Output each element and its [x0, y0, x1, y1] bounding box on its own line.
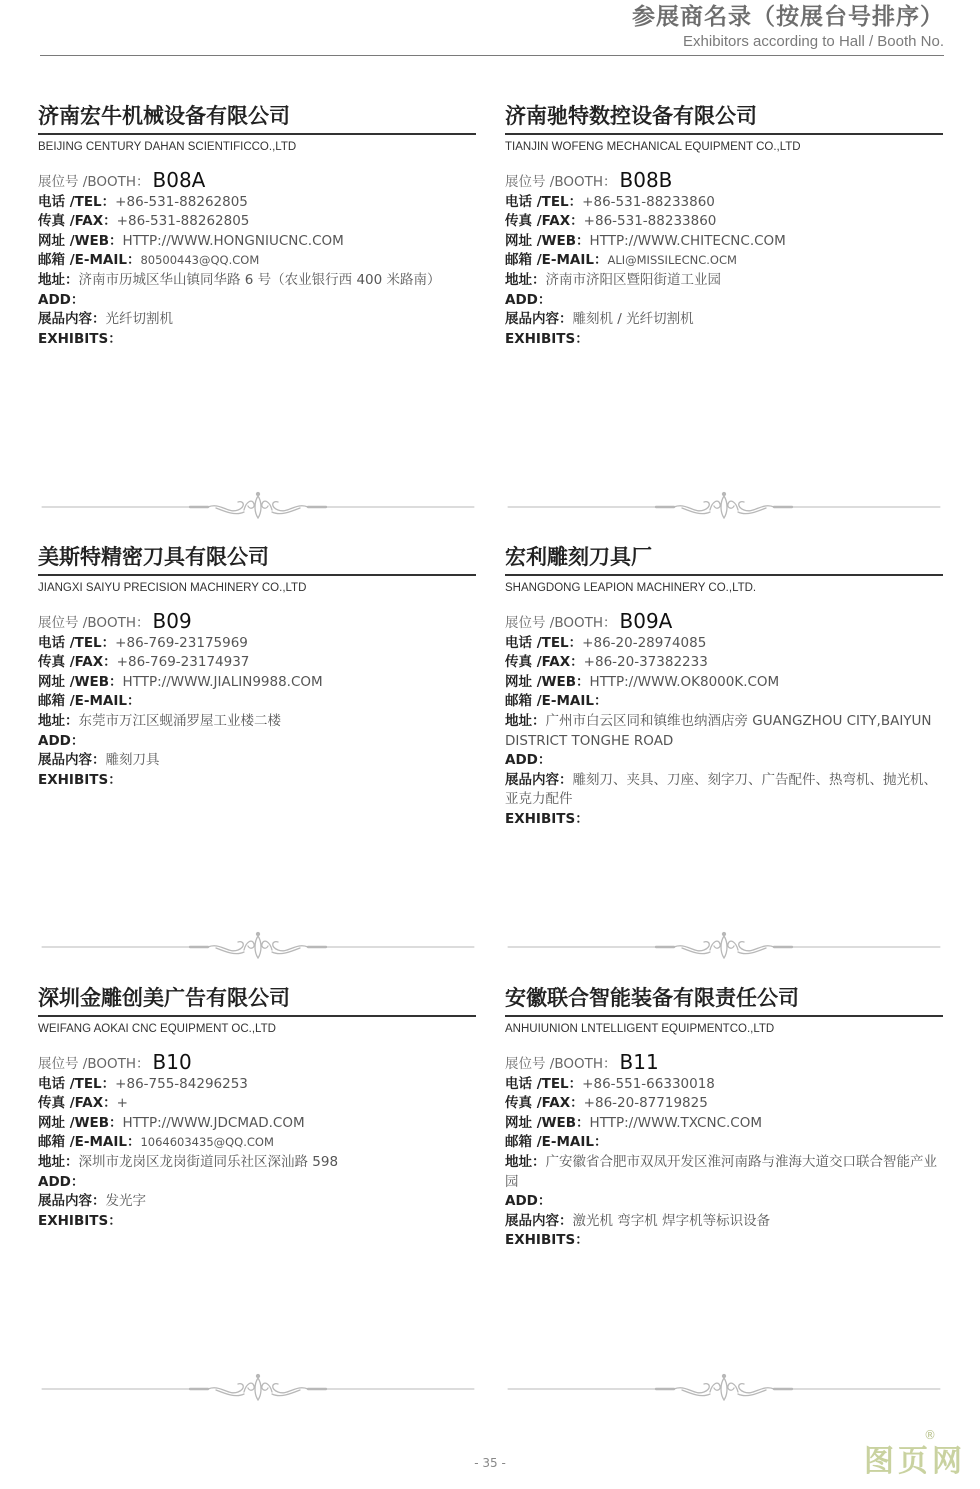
add-label: ADD： [505, 752, 552, 769]
booth-row [38, 1050, 476, 1075]
booth-value: B09A [619, 609, 673, 633]
web-value: HTTP://WWW.OK8000K.COM [589, 673, 780, 690]
exhibits-label: 展品内容： [38, 752, 106, 769]
fax-value: +86-531-88262805 [116, 213, 250, 230]
tel-value: +86-20-28974085 [582, 634, 707, 651]
exhibits-value: 光纤切割机 [105, 311, 173, 328]
exhibits-row [505, 771, 943, 810]
address-row [505, 271, 943, 291]
fax-label: 传真 /FAX： [505, 654, 584, 671]
booth-label: 展位号 /BOOTH： [38, 1056, 150, 1072]
booth-label: 展位号 /BOOTH： [505, 615, 617, 631]
email-label: 邮箱 /E-MAIL： [505, 252, 608, 269]
booth-row [505, 168, 943, 193]
ornament-divider-icon [506, 490, 942, 524]
exhibits-en-label: EXHIBITS： [505, 1232, 589, 1249]
watermark-logo: 图页网 [864, 1444, 966, 1479]
exhibits-label: 展品内容： [505, 771, 573, 788]
email-row [505, 692, 943, 712]
email-value: 80500443@QQ.COM [140, 253, 260, 268]
fax-value: +86-531-88233860 [583, 213, 717, 230]
booth-value: B11 [619, 1050, 659, 1074]
company-name-en: WEIFANG AOKAI CNC EQUIPMENT OC.,LTD [38, 1023, 276, 1035]
page-number: - 35 - [474, 1456, 506, 1470]
exhibitor-card [38, 101, 476, 349]
email-value: 1064603435@QQ.COM [140, 1135, 274, 1150]
tel-row [505, 1075, 943, 1095]
web-label: 网址 /WEB： [38, 673, 123, 690]
add-row [38, 732, 476, 752]
exhibits-label: 展品内容： [38, 311, 106, 328]
email-label: 邮箱 /E-MAIL： [38, 693, 141, 710]
booth-row [38, 609, 476, 634]
web-row [38, 673, 476, 693]
tel-row [38, 193, 476, 213]
address-label: 地址： [38, 712, 79, 729]
exhibits-row [505, 1212, 943, 1232]
web-label: 网址 /WEB： [38, 232, 123, 249]
add-label: ADD： [38, 732, 85, 749]
tel-row [505, 193, 943, 213]
company-underline [38, 133, 476, 135]
email-label: 邮箱 /E-MAIL： [505, 1134, 608, 1151]
tel-row [38, 1075, 476, 1095]
company-details [505, 609, 943, 830]
fax-value: +86-20-37382233 [583, 654, 708, 671]
tel-value: +86-531-88233860 [582, 193, 715, 210]
company-underline [38, 574, 476, 576]
company-name-en: TIANJIN WOFENG MECHANICAL EQUIPMENT CO.,LTD [505, 141, 801, 153]
fax-label: 传真 /FAX： [505, 1095, 584, 1112]
company-name-cn: 安徽联合智能装备有限责任公司 [505, 986, 799, 1010]
email-row [505, 1133, 943, 1153]
company-name-en: JIANGXI SAIYU PRECISION MACHINERY CO.,LTD [38, 582, 307, 594]
tel-label: 电话 /TEL： [505, 634, 583, 651]
web-row [505, 673, 943, 693]
exhibits-value: 雕刻刀具 [105, 752, 160, 769]
address-label: 地址： [505, 712, 546, 729]
company-name-en: ANHUIUNION LNTELLIGENT EQUIPMENTCO.,LTD [505, 1023, 775, 1035]
exhibits-label: 展品内容： [38, 1193, 106, 1210]
add-label: ADD： [505, 1193, 552, 1210]
exhibits-value: 发光字 [105, 1193, 146, 1210]
exhibits-en-row [38, 771, 476, 791]
web-value: HTTP://WWW.JIALIN9988.COM [122, 673, 323, 690]
company-details [38, 609, 476, 790]
exhibits-en-label: EXHIBITS： [505, 810, 589, 827]
web-value: HTTP://WWW.CHITECNC.COM [589, 232, 786, 249]
exhibits-value: 雕刻刀、夹具、刀座、刻字刀、广告配件、热弯机、抛光机、亚克力配件 [505, 771, 937, 808]
web-value: HTTP://WWW.JDCMAD.COM [122, 1114, 305, 1131]
address-value: 济南市济阳区暨阳街道工业园 [545, 271, 721, 288]
company-details [38, 1050, 476, 1231]
web-label: 网址 /WEB： [505, 232, 590, 249]
address-label: 地址： [38, 1153, 79, 1170]
tel-row [38, 634, 476, 654]
company-name-cn: 济南驰特数控设备有限公司 [505, 104, 757, 128]
address-row [38, 712, 476, 732]
company-name-cn: 济南宏牛机械设备有限公司 [38, 104, 290, 128]
booth-value: B09 [152, 609, 192, 633]
email-value: ALI@MISSILECNC.OCM [607, 253, 737, 268]
address-label: 地址： [38, 271, 79, 288]
company-details [505, 1050, 943, 1251]
add-row [38, 1173, 476, 1193]
fax-value: +86-769-23174937 [116, 654, 250, 671]
address-value: 深圳市龙岗区龙岗街道同乐社区深汕路 598 [78, 1153, 339, 1170]
web-row [505, 232, 943, 252]
page-header [632, 2, 944, 52]
header-title-cn: 参展商名录（按展台号排序） [632, 4, 944, 30]
add-row [505, 751, 943, 771]
add-row [38, 291, 476, 311]
booth-value: B08B [619, 168, 673, 192]
fax-label: 传真 /FAX： [38, 654, 117, 671]
booth-value: B10 [152, 1050, 192, 1074]
ornament-divider-icon [506, 1372, 942, 1406]
booth-label: 展位号 /BOOTH： [505, 1056, 617, 1072]
address-row [38, 1153, 476, 1173]
booth-row [38, 168, 476, 193]
company-name-en: BEIJING CENTURY DAHAN SCIENTIFICCO.,LTD [38, 141, 297, 153]
booth-value: B08A [152, 168, 206, 192]
address-row [505, 1153, 943, 1192]
fax-row [505, 212, 943, 232]
fax-label: 传真 /FAX： [38, 213, 117, 230]
fax-row [505, 1094, 943, 1114]
add-label: ADD： [38, 1173, 85, 1190]
exhibitor-card [38, 542, 476, 790]
tel-value: +86-551-66330018 [582, 1075, 715, 1092]
ornament-divider-icon [40, 1372, 476, 1406]
booth-label: 展位号 /BOOTH： [38, 174, 150, 190]
fax-row [38, 212, 476, 232]
fax-row [38, 653, 476, 673]
ornament-divider-icon [40, 930, 476, 964]
address-value: 东莞市万江区蚬涌罗屋工业楼二楼 [78, 712, 281, 729]
exhibits-row [38, 751, 476, 771]
web-label: 网址 /WEB： [505, 1114, 590, 1131]
web-row [505, 1114, 943, 1134]
company-underline [38, 1015, 476, 1017]
exhibitor-card [505, 101, 943, 349]
ornament-divider-icon [40, 490, 476, 524]
tel-label: 电话 /TEL： [505, 1075, 583, 1092]
exhibitor-card [505, 983, 943, 1251]
exhibits-label: 展品内容： [505, 311, 573, 328]
address-value: 广州市白云区同和镇维也纳酒店旁 GUANGZHOU CITY,BAIYUN DISTRICT TONGHE ROAD [505, 712, 932, 749]
header-divider [40, 55, 944, 56]
exhibits-en-row [38, 330, 476, 350]
exhibits-row [38, 310, 476, 330]
exhibits-en-label: EXHIBITS： [505, 330, 589, 347]
address-label: 地址： [505, 1153, 546, 1170]
tel-label: 电话 /TEL： [505, 193, 583, 210]
add-row [505, 291, 943, 311]
web-label: 网址 /WEB： [505, 673, 590, 690]
email-row [38, 251, 476, 271]
booth-label: 展位号 /BOOTH： [505, 174, 617, 190]
fax-row [505, 653, 943, 673]
exhibitor-card [505, 542, 943, 830]
header-title-en: Exhibitors according to Hall / Booth No. [683, 33, 944, 50]
exhibitor-card [38, 983, 476, 1231]
exhibits-en-label: EXHIBITS： [38, 330, 122, 347]
company-name-en: SHANGDONG LEAPION MACHINERY CO.,LTD. [505, 582, 757, 594]
address-value: 济南市历城区华山镇同华路 6 号（农业银行西 400 米路南） [78, 271, 441, 288]
tel-label: 电话 /TEL： [38, 634, 116, 651]
add-label: ADD： [505, 291, 552, 308]
exhibits-value: 雕刻机 / 光纤切割机 [572, 311, 694, 328]
web-value: HTTP://WWW.TXCNC.COM [589, 1114, 762, 1131]
add-label: ADD： [38, 291, 85, 308]
exhibits-en-row [505, 810, 943, 830]
booth-row [505, 609, 943, 634]
company-underline [505, 133, 943, 135]
email-label: 邮箱 /E-MAIL： [38, 252, 141, 269]
exhibits-row [38, 1192, 476, 1212]
company-name-cn: 宏利雕刻刀具厂 [505, 545, 652, 569]
fax-value: + [116, 1095, 128, 1112]
fax-row [38, 1094, 476, 1114]
exhibits-value: 激光机 弯字机 焊字机等标识设备 [572, 1212, 771, 1229]
exhibits-en-row [505, 1231, 943, 1251]
tel-row [505, 634, 943, 654]
exhibits-en-label: EXHIBITS： [38, 1212, 122, 1229]
web-value: HTTP://WWW.HONGNIUCNC.COM [122, 232, 344, 249]
registered-mark-icon: ® [924, 1428, 936, 1442]
email-label: 邮箱 /E-MAIL： [505, 693, 608, 710]
web-row [38, 232, 476, 252]
exhibits-en-label: EXHIBITS： [38, 771, 122, 788]
company-details [505, 168, 943, 349]
tel-label: 电话 /TEL： [38, 1075, 116, 1092]
exhibits-label: 展品内容： [505, 1212, 573, 1229]
company-underline [505, 574, 943, 576]
add-row [505, 1192, 943, 1212]
exhibits-row [505, 310, 943, 330]
address-value: 广安徽省合肥市双凤开发区淮河南路与淮海大道交口联合智能产业园 [505, 1153, 937, 1190]
email-row [38, 692, 476, 712]
fax-label: 传真 /FAX： [38, 1095, 117, 1112]
address-row [38, 271, 476, 291]
booth-label: 展位号 /BOOTH： [38, 615, 150, 631]
fax-value: +86-20-87719825 [583, 1095, 708, 1112]
ornament-divider-icon [506, 930, 942, 964]
tel-value: +86-755-84296253 [115, 1075, 248, 1092]
tel-value: +86-531-88262805 [115, 193, 248, 210]
booth-row [505, 1050, 943, 1075]
web-label: 网址 /WEB： [38, 1114, 123, 1131]
tel-label: 电话 /TEL： [38, 193, 116, 210]
email-row [38, 1133, 476, 1153]
fax-label: 传真 /FAX： [505, 213, 584, 230]
company-name-cn: 深圳金雕创美广告有限公司 [38, 986, 290, 1010]
web-row [38, 1114, 476, 1134]
company-name-cn: 美斯特精密刀具有限公司 [38, 545, 269, 569]
email-label: 邮箱 /E-MAIL： [38, 1134, 141, 1151]
exhibits-en-row [505, 330, 943, 350]
exhibits-en-row [38, 1212, 476, 1232]
tel-value: +86-769-23175969 [115, 634, 248, 651]
company-details [38, 168, 476, 349]
company-underline [505, 1015, 943, 1017]
address-row [505, 712, 943, 751]
email-row [505, 251, 943, 271]
address-label: 地址： [505, 271, 546, 288]
